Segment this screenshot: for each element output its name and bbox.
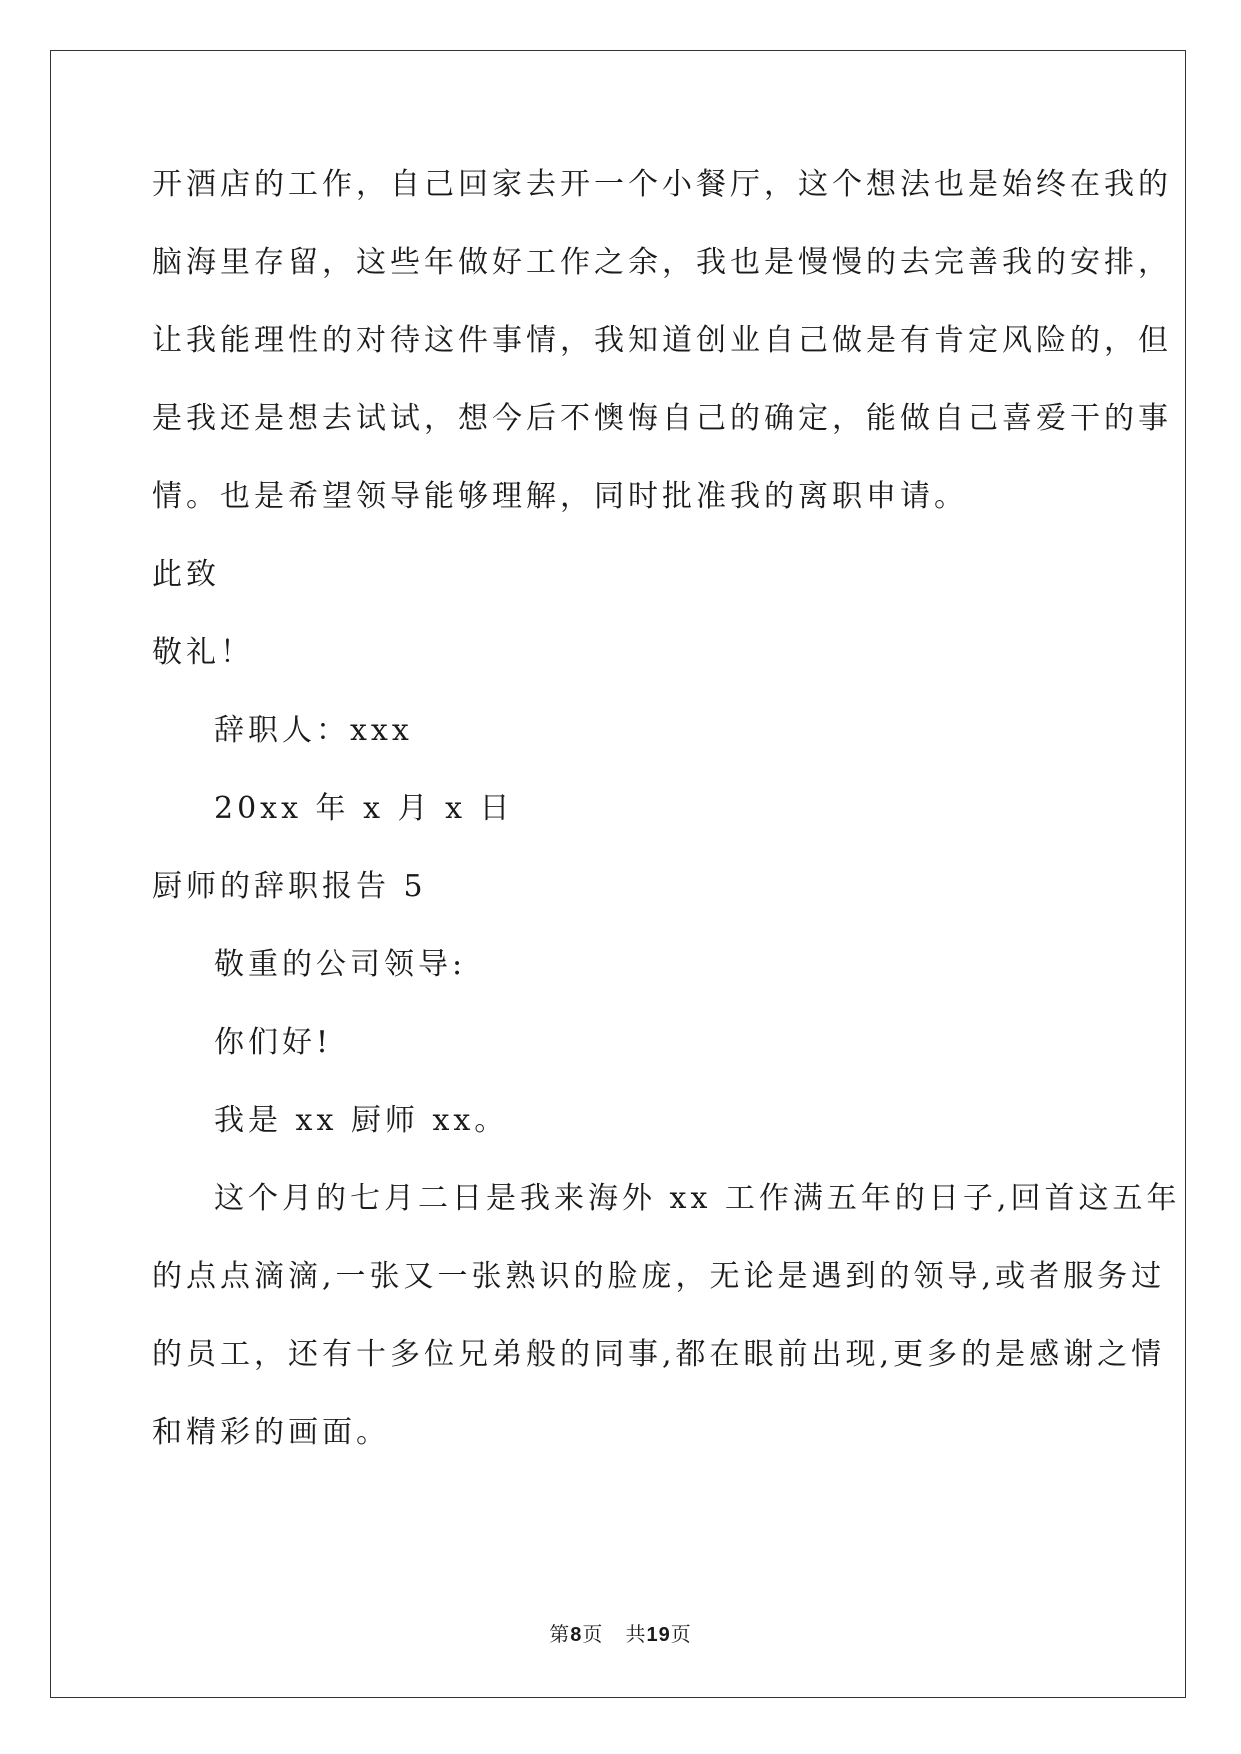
page-suffix: 页	[582, 1622, 604, 1646]
total-suffix: 页	[670, 1622, 692, 1646]
paragraph-line: 这个月的七月二日是我来海外 xx 工作满五年的日子,回首这五年	[214, 1181, 1181, 1216]
signature-date: 20xx 年 x 月 x 日	[214, 791, 514, 826]
paragraph-line: 开酒店的工作，自己回家去开一个小餐厅，这个想法也是始终在我的	[152, 167, 1172, 202]
closing-regards: 敬礼！	[152, 635, 254, 670]
paragraph-line: 和精彩的画面。	[152, 1415, 390, 1450]
signature-name: 辞职人：xxx	[214, 713, 413, 748]
page-footer	[0, 1620, 1241, 1649]
section-title: 厨师的辞职报告 5	[152, 869, 427, 904]
closing-salutation: 此致	[152, 557, 220, 592]
paragraph-line: 情。也是希望领导能够理解，同时批准我的离职申请。	[152, 479, 968, 514]
paragraph-line: 脑海里存留，这些年做好工作之余，我也是慢慢的去完善我的安排，	[152, 245, 1172, 280]
letter-hello: 你们好!	[214, 1025, 333, 1060]
paragraph-line: 让我能理性的对待这件事情，我知道创业自己做是有肯定风险的，但	[152, 323, 1172, 358]
total-pages: 19	[646, 1624, 671, 1646]
paragraph-line: 的员工，还有十多位兄弟般的同事,都在眼前出现,更多的是感谢之情	[152, 1337, 1166, 1372]
letter-intro: 我是 xx 厨师 xx。	[214, 1103, 509, 1138]
total-prefix: 共	[625, 1622, 647, 1646]
page-number: 8	[570, 1624, 583, 1646]
letter-greeting: 敬重的公司领导:	[214, 947, 467, 982]
page-prefix: 第	[549, 1622, 571, 1646]
paragraph-line: 的点点滴滴,一张又一张熟识的脸庞，无论是遇到的领导,或者服务过	[152, 1259, 1166, 1294]
paragraph-line: 是我还是想去试试，想今后不懊悔自己的确定，能做自己喜爱干的事	[152, 401, 1172, 436]
